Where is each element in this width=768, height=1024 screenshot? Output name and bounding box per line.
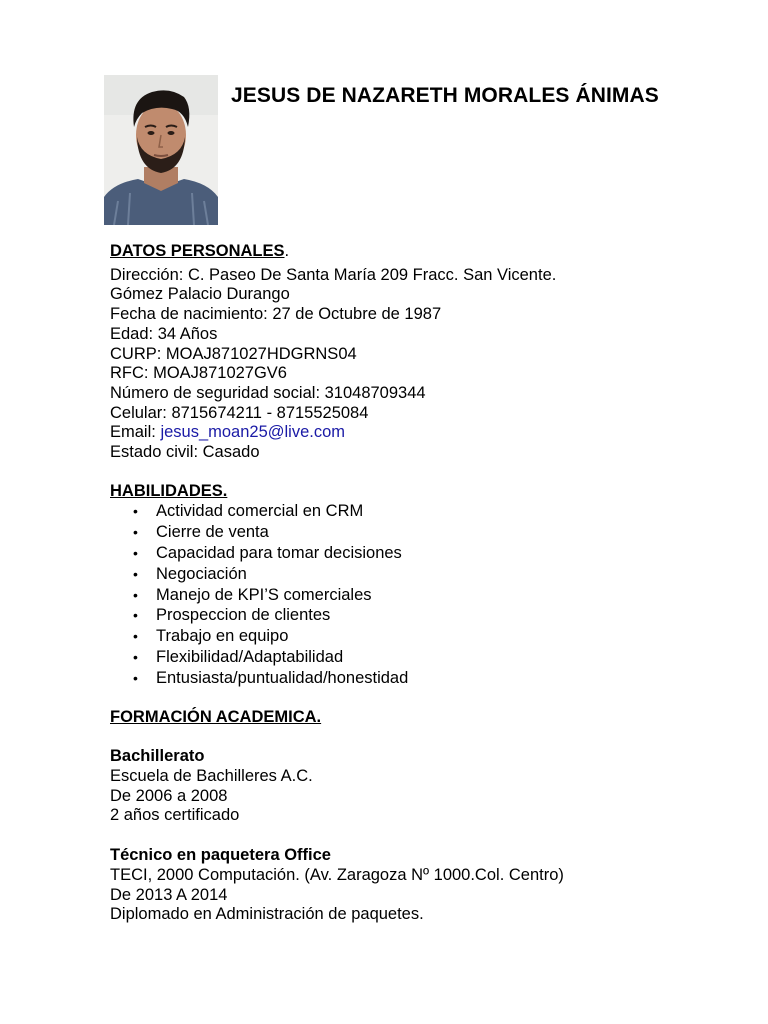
skills-heading: HABILIDADES. (110, 481, 228, 500)
personal-heading-row (110, 242, 730, 262)
list-item: • Entusiasta/puntualidad/honestidad (133, 668, 409, 687)
address-line-2: Gómez Palacio Durango (110, 285, 290, 304)
bullet-icon: • (133, 586, 138, 603)
education-title-office: Técnico en paquetera Office (110, 846, 331, 865)
bullet-icon: • (133, 649, 138, 666)
list-item: • Actividad comercial en CRM (133, 502, 364, 521)
bullet-icon: • (133, 524, 138, 541)
skills-list (110, 501, 730, 688)
birth-date: Fecha de nacimiento: 27 de Octubre de 1987 (110, 305, 442, 324)
candidate-name: JESUS DE NAZARETH MORALES ÁNIMAS (231, 84, 659, 107)
list-item: • Negociación (133, 564, 247, 583)
education-heading: FORMACIÓN ACADEMICA. (110, 707, 322, 726)
list-item: • Flexibilidad/Adaptabilidad (133, 648, 344, 667)
education-title-bachillerato: Bachillerato (110, 747, 205, 766)
curp: CURP: MOAJ871027HDGRNS04 (110, 344, 357, 363)
profile-photo (104, 75, 218, 225)
bullet-icon: • (133, 565, 138, 582)
bullet-icon: • (133, 607, 138, 624)
education-detail: De 2013 A 2014 (110, 885, 228, 904)
address-line-1: Dirección: C. Paseo De Santa María 209 Fracc. San Vicente. (110, 265, 557, 284)
list-item: • Manejo de KPI’S comerciales (133, 585, 372, 604)
bullet-icon: • (133, 669, 138, 686)
list-item: • Trabajo en equipo (133, 627, 289, 646)
bullet-icon: • (133, 503, 138, 520)
education-detail: Escuela de Bachilleres A.C. (110, 767, 313, 786)
phone: Celular: 8715674211 - 8715525084 (110, 403, 369, 422)
email-row (110, 423, 730, 443)
age: Edad: 34 Años (110, 324, 218, 343)
education-detail: TECI, 2000 Computación. (Av. Zaragoza Nº 1000.Col. Centro) (110, 865, 564, 884)
social-security-number: Número de seguridad social: 31048709344 (110, 383, 426, 402)
list-item: • Prospeccion de clientes (133, 606, 331, 625)
civil-status: Estado civil: Casado (110, 443, 260, 462)
resume-body (110, 242, 730, 925)
education-detail: 2 años certificado (110, 806, 240, 825)
education-detail: De 2006 a 2008 (110, 786, 228, 805)
email-label: Email: (110, 423, 161, 442)
list-item: • Cierre de venta (133, 523, 269, 542)
rfc: RFC: MOAJ871027GV6 (110, 364, 287, 383)
list-item: • Capacidad para tomar decisiones (133, 544, 402, 563)
personal-heading: DATOS PERSONALES (110, 242, 285, 260)
bullet-icon: • (133, 628, 138, 645)
email-link[interactable]: jesus_moan25@live.com (160, 423, 346, 442)
personal-heading-period: . (284, 242, 290, 260)
bullet-icon: • (133, 545, 138, 562)
education-detail: Diplomado en Administración de paquetes. (110, 905, 424, 924)
